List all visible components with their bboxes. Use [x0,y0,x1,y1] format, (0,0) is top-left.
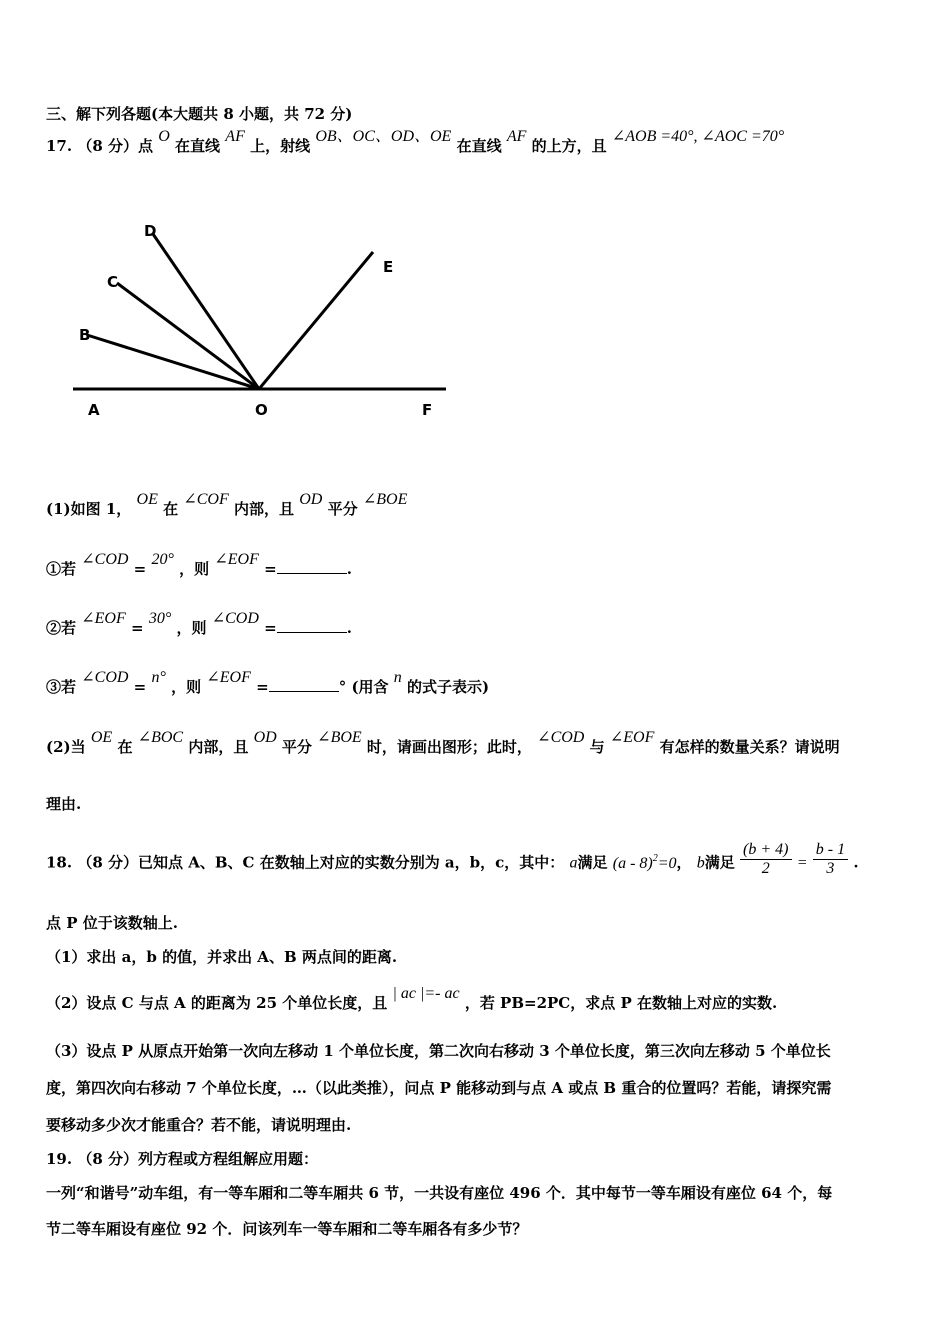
text: 内部，且 [188,738,249,756]
ray-oe-label: OE [90,729,113,746]
q18-number: 18. [46,853,73,872]
var-a: a [569,854,578,872]
q17-part2 [46,729,840,757]
text: 平分 [327,500,358,518]
text: . [853,853,859,872]
abs-condition: | ac |=- ac [392,985,460,1002]
denominator: 3 [826,860,835,877]
label-f: F [422,401,433,419]
text: = [133,678,147,696]
text: . [346,619,352,637]
numerator: b - 1 [813,841,848,860]
variable-n: n [393,669,402,686]
angle-cof: ∠COF [183,491,229,508]
label-d: D [144,222,157,240]
text: ，则 [179,560,210,578]
var-b: b [696,854,705,872]
text: = [264,560,277,578]
q17-text: 的上方，且 [531,137,607,155]
answer-blank[interactable] [277,572,347,574]
ray-oe [259,252,373,389]
angle-boe: ∠BOE [362,491,408,508]
value: 30° [148,610,172,627]
text: ， [676,853,692,872]
text: 在 [163,500,179,518]
text: 满足 [704,853,735,872]
q17-part2-cont: 理由. [46,795,82,813]
eq-a-exp: 2 [652,852,658,864]
q17-case1 [46,551,352,579]
q19-l3: 节二等车厢设有座位 92 个．问该列车一等车厢和二等车厢各有多少节？ [46,1220,528,1238]
text: ①若 [46,560,77,578]
ray-ob [87,335,259,389]
text: = [131,619,144,637]
text: （2）设点 C 与点 A 的距离为 25 个单位长度，且 [46,994,388,1012]
text: 满足 [577,853,608,872]
text: = [133,560,147,578]
numerator: (b + 4) [740,841,791,860]
q17-part1 [46,491,408,519]
text: ③若 [46,678,77,696]
ray-oe-label: OE [136,491,158,508]
angle: ∠COD [81,551,129,568]
equals: = [796,854,808,872]
text: . [346,560,352,578]
q18-sub2 [46,985,778,1013]
angle: ∠COD [211,610,259,627]
angle: ∠EOF [214,551,259,568]
label-c: C [107,273,119,291]
text: (2)当 [46,738,86,756]
eq-a [612,852,677,872]
angle-boe: ∠BOE [317,729,362,746]
value: 20° [151,551,174,568]
q17-point-o: O [158,128,170,145]
q17-angles: ∠AOB =40°, ∠AOC =70° [611,128,785,145]
q17-case3 [46,669,490,697]
section-title: 三、解下列各题(本大题共 8 小题，共 72 分) [46,105,353,123]
fraction-left [740,841,791,878]
fraction-right [813,841,848,878]
text: （8 分）已知点 A、B、C 在数轴上对应的实数分别为 a，b，c，其中： [77,853,565,872]
q17-number: 17. [46,137,73,155]
text: 平分 [281,738,312,756]
text: 与 [589,738,605,756]
q17-text: 在直线 [175,137,221,155]
angle: ∠COD [81,669,129,686]
ray-od [153,234,259,389]
label-o: O [255,401,268,419]
text: = [256,678,269,696]
text: 在 [117,738,133,756]
text: ，则 [171,678,202,696]
ray-od-label: OD [253,729,277,746]
text: = [264,619,277,637]
q17-text: 在直线 [456,137,502,155]
label-a: A [88,401,100,419]
answer-blank[interactable] [269,690,339,692]
q18-sub1: （1）求出 a，b 的值，并求出 A、B 两点间的距离. [46,948,398,966]
text: ②若 [46,619,77,637]
q19-l2: 一列“和谐号”动车组，有一等车厢和二等车厢共 6 节，一共设有座位 496 个．其中每节一等车厢设有座位 64 个，每 [46,1184,833,1202]
text: ，若 PB=2PC，求点 P 在数轴上对应的实数. [464,994,778,1012]
q18-sub3-l1: （3）设点 P 从原点开始第一次向左移动 1 个单位长度，第二次向右移动 3 个单位长度，第三次向左移动 5 个单位长 [46,1042,831,1060]
angle: ∠EOF [81,610,126,627]
q17-line-af: AF [506,128,527,145]
text: 时，请画出图形；此时， [366,738,532,756]
value: n° [151,669,166,686]
q18-stem [46,841,859,882]
text: 的式子表示) [407,678,490,696]
text: 有怎样的数量关系？请说明 [659,738,840,756]
q18-line2: 点 P 位于该数轴上. [46,914,178,932]
q17-score: （8 分）点 [77,137,154,155]
ray-oc [117,283,259,389]
text: ° [338,678,347,696]
q17-text: 上，射线 [250,137,311,155]
q17-case2 [46,610,352,638]
answer-blank[interactable] [277,631,347,633]
angle-boc: ∠BOC [137,729,184,746]
q19-stem: 19. （8 分）列方程或方程组解应用题： [46,1150,318,1168]
angle: ∠EOF [206,669,251,686]
q18-sub3-l2: 度，第四次向右移动 7 个单位长度，…（以此类推），问点 P 能移动到与点 A 或点 B 重合的位置吗？若能，请探究需 [46,1079,832,1097]
text: 内部，且 [233,500,294,518]
denominator: 2 [761,860,770,877]
label-b: B [79,326,91,344]
angle-eof: ∠EOF [609,729,655,746]
text: (用含 [351,678,389,696]
angle-cod: ∠COD [537,729,585,746]
geometry-figure [0,0,470,440]
label-e: E [383,258,394,276]
text: (1)如图 1， [46,500,132,518]
q17-line-af: AF [225,128,245,145]
q17-rays: OB、OC、OD、OE [315,128,452,145]
eq-a-base: (a - 8) [612,854,653,872]
eq-a-rhs: =0 [657,854,677,872]
text: ，则 [176,619,207,637]
q18-sub3-l3: 要移动多少次才能重合？若不能，请说明理由. [46,1116,352,1134]
ray-od-label: OD [299,491,323,508]
